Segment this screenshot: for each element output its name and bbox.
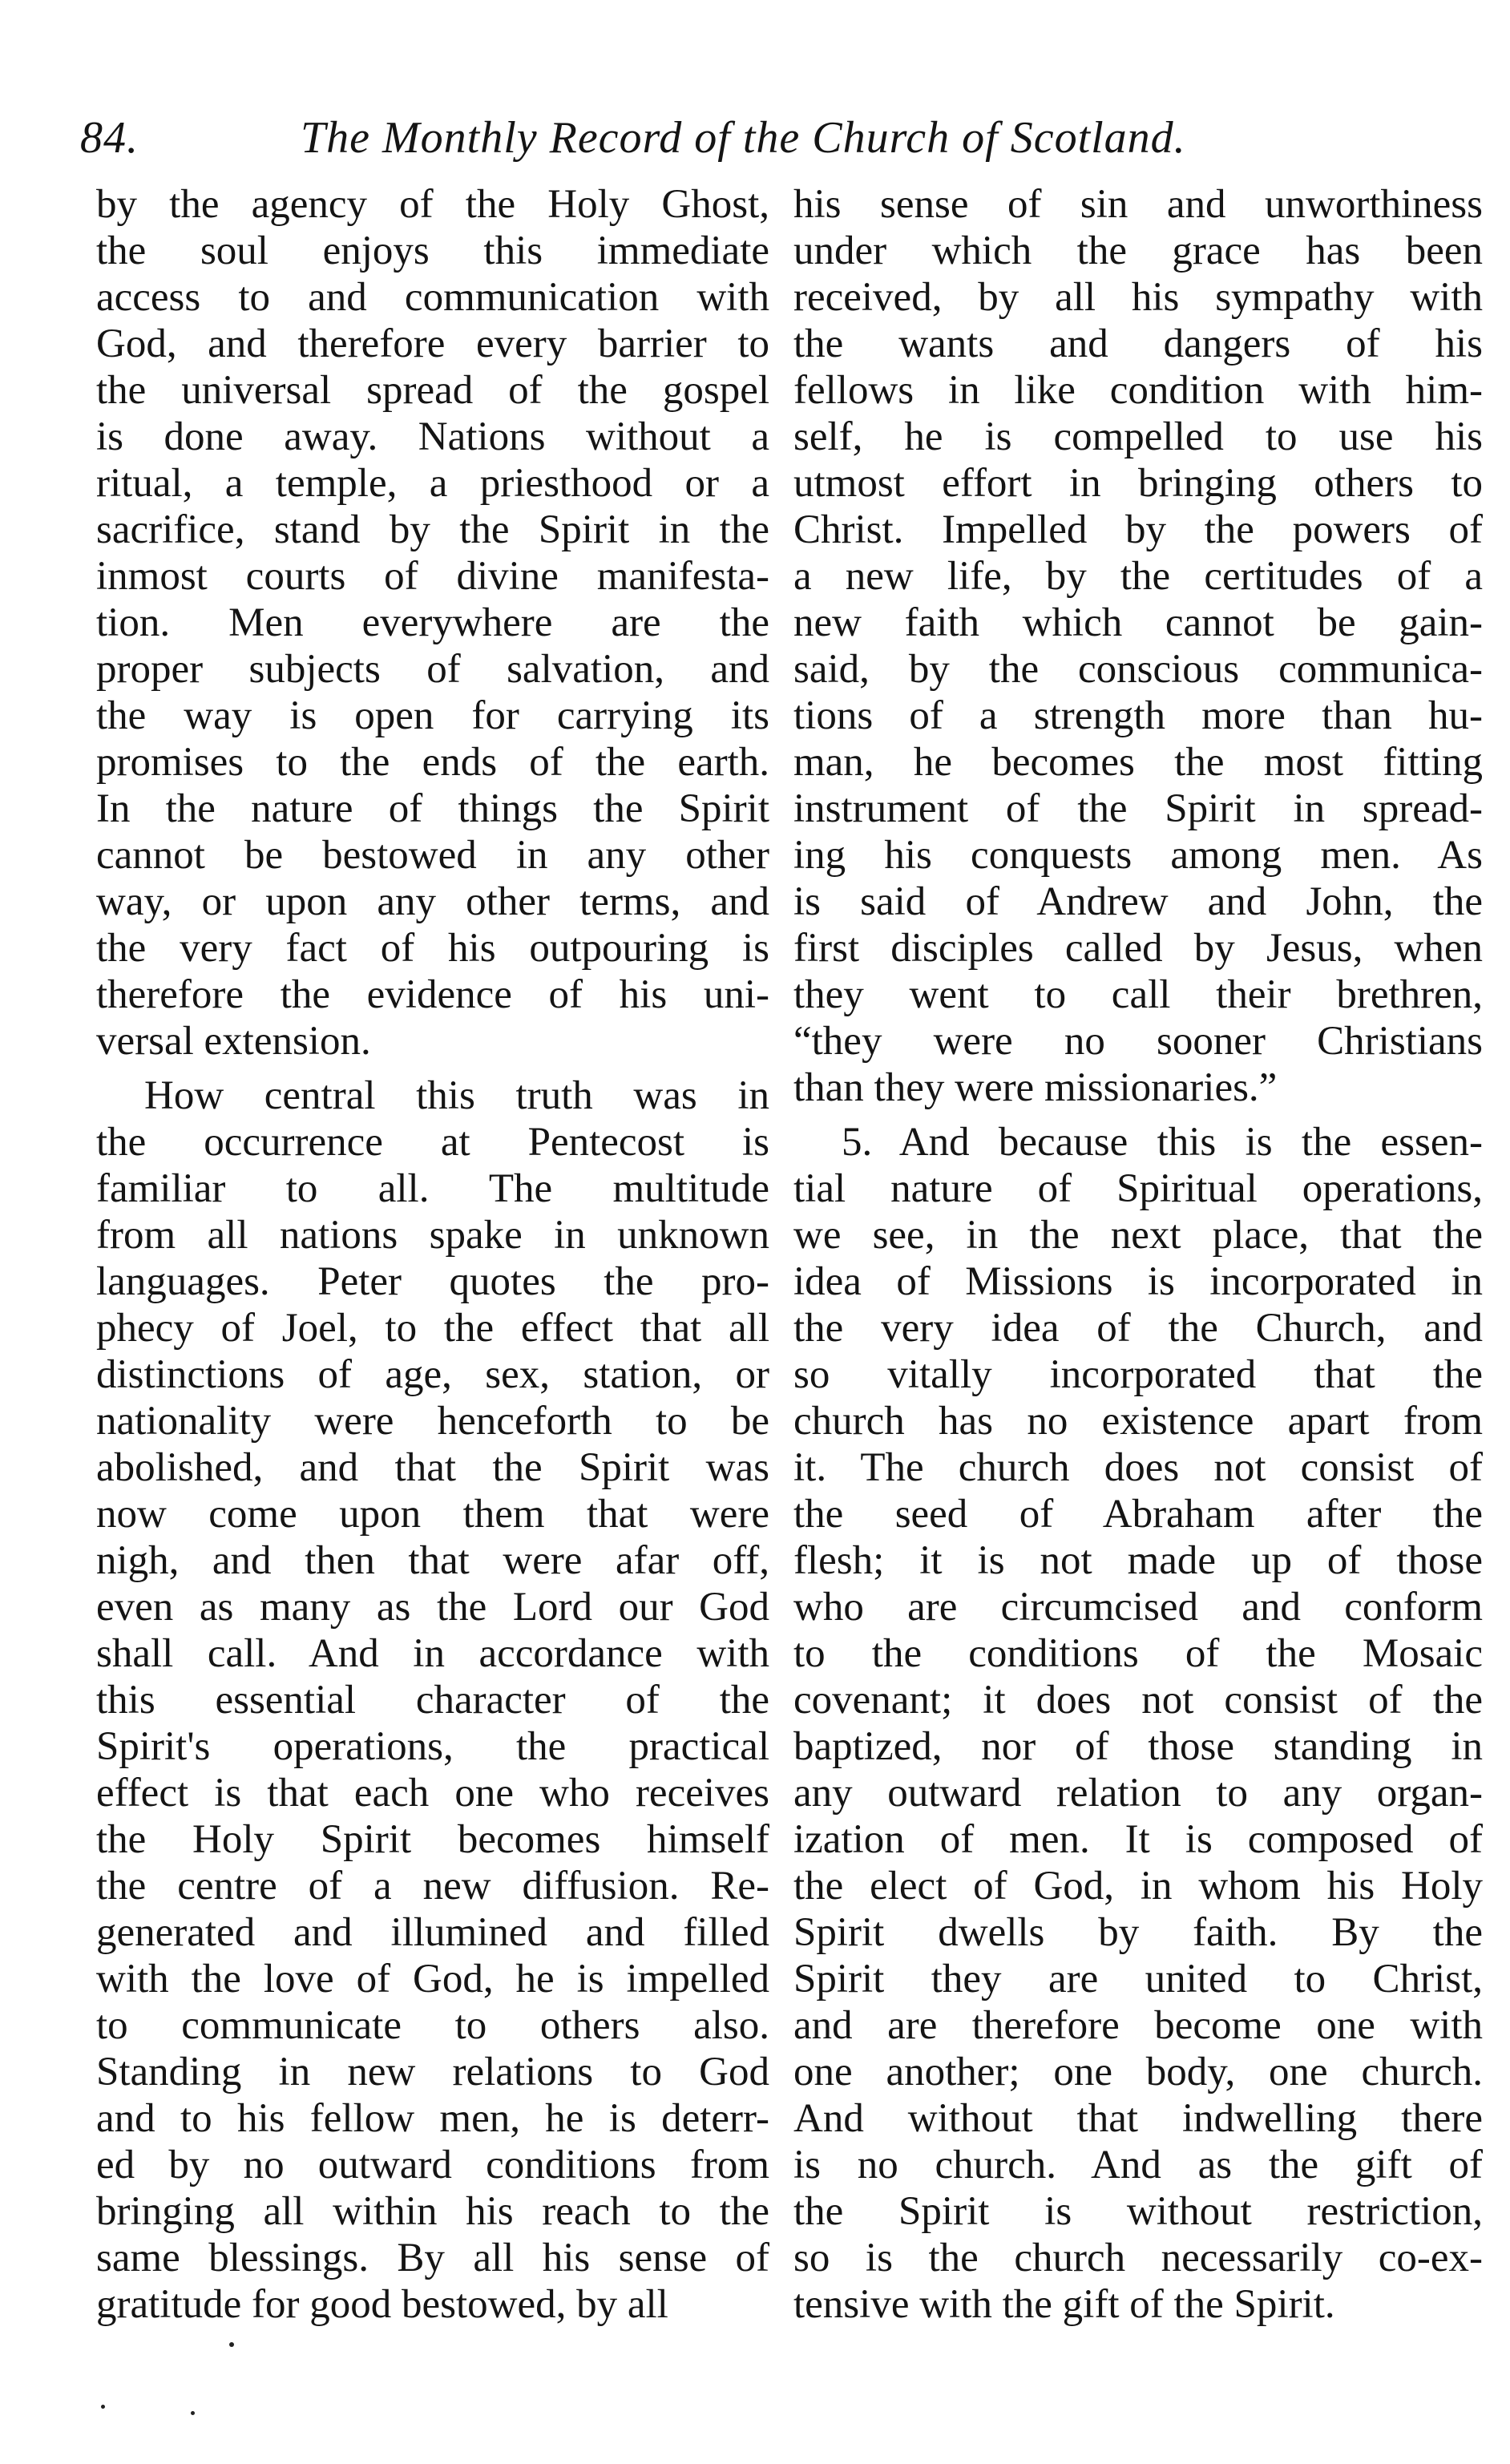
print-speck	[101, 2405, 105, 2409]
page-header	[80, 112, 1314, 168]
text-line: it. The church does not consist of	[793, 1445, 1483, 1490]
text-line: “they were no sooner Christians	[793, 1019, 1483, 1064]
text-line: man, he becomes the most fitting	[793, 740, 1483, 785]
text-line: proper subjects of salvation, and	[96, 647, 769, 692]
text-line: promises to the ends of the earth.	[96, 740, 769, 785]
text-line: one another; one body, one church.	[793, 2050, 1483, 2094]
text-line: languages. Peter quotes the pro-	[96, 1259, 769, 1304]
text-line: the occurrence at Pentecost is	[96, 1120, 769, 1165]
text-line: familiar to all. The multitude	[96, 1166, 769, 1211]
text-line: Spirit's operations, the practical	[96, 1724, 769, 1769]
text-line: Spirit dwells by faith. By the	[793, 1910, 1483, 1955]
text-line: phecy of Joel, to the effect that all	[96, 1306, 769, 1351]
text-line: tensive with the gift of the Spirit.	[793, 2282, 1335, 2327]
text-line: church has no existence apart from	[793, 1399, 1483, 1444]
text-line: the Holy Spirit becomes himself	[96, 1817, 769, 1862]
text-line: the very fact of his outpouring is	[96, 926, 769, 971]
text-line: the seed of Abraham after the	[793, 1492, 1483, 1537]
text-line: the Spirit is without restriction,	[793, 2189, 1483, 2234]
text-line: nationality were henceforth to be	[96, 1399, 769, 1444]
text-line: sacrifice, stand by the Spirit in the	[96, 507, 769, 552]
text-line: baptized, nor of those standing in	[793, 1724, 1483, 1769]
text-line: versal extension.	[96, 1019, 371, 1064]
text-line: is no church. And as the gift of	[793, 2143, 1483, 2187]
text-line: tions of a strength more than hu-	[793, 693, 1483, 738]
print-speck	[229, 2342, 234, 2347]
text-line: so vitally incorporated that the	[793, 1352, 1483, 1397]
text-line: by the agency of the Holy Ghost,	[96, 182, 769, 227]
text-line: How central this truth was in	[144, 1073, 769, 1118]
text-line: shall call. And in accordance with	[96, 1631, 769, 1676]
text-line: any outward relation to any organ-	[793, 1771, 1483, 1816]
right-text-column	[793, 181, 1483, 2328]
text-line: from all nations spake in unknown	[96, 1213, 769, 1258]
text-line: Christ. Impelled by the powers of	[793, 507, 1483, 552]
text-line: first disciples called by Jesus, when	[793, 926, 1483, 971]
text-line: even as many as the Lord our God	[96, 1585, 769, 1630]
text-line: instrument of the Spirit in spread-	[793, 786, 1483, 831]
text-line: tion. Men everywhere are the	[96, 600, 769, 645]
text-line: they went to call their brethren,	[793, 972, 1483, 1017]
text-line: the very idea of the Church, and	[793, 1306, 1483, 1351]
text-line: bringing all within his reach to the	[96, 2189, 769, 2234]
text-line: said, by the conscious communica-	[793, 647, 1483, 692]
print-speck	[191, 2411, 195, 2415]
text-line: distinctions of age, sex, station, or	[96, 1352, 769, 1397]
text-line: In the nature of things the Spirit	[96, 786, 769, 831]
text-line: idea of Missions is incorporated in	[793, 1259, 1483, 1304]
text-line: under which the grace has been	[793, 228, 1483, 273]
text-line: And without that indwelling there	[793, 2096, 1483, 2141]
text-line: effect is that each one who receives	[96, 1771, 769, 1816]
text-line: the soul enjoys this immediate	[96, 228, 769, 273]
text-line: we see, in the next place, that the	[793, 1213, 1483, 1258]
text-line: so is the church necessarily co-ex-	[793, 2236, 1483, 2280]
text-line: and to his fellow men, he is deterr-	[96, 2096, 769, 2141]
text-line: received, by all his sympathy with	[793, 275, 1483, 320]
text-line: Standing in new relations to God	[96, 2050, 769, 2094]
text-line: with the love of God, he is impelled	[96, 1957, 769, 2001]
text-line: tial nature of Spiritual operations,	[793, 1166, 1483, 1211]
text-line: the universal spread of the gospel	[96, 368, 769, 413]
text-line: nigh, and then that were afar off,	[96, 1538, 769, 1583]
text-line: the elect of God, in whom his Holy	[793, 1864, 1483, 1909]
text-line: his sense of sin and unworthiness	[793, 182, 1483, 227]
text-line: the way is open for carrying its	[96, 693, 769, 738]
text-line: is done away. Nations without a	[96, 414, 769, 459]
text-line: ization of men. It is composed of	[793, 1817, 1483, 1862]
paragraph-gap	[793, 1111, 1483, 1119]
text-line: ed by no outward conditions from	[96, 2143, 769, 2187]
text-line: than they were missionaries.”	[793, 1065, 1278, 1110]
text-line: access to and communication with	[96, 275, 769, 320]
text-line: utmost effort in bringing others to	[793, 461, 1483, 506]
text-line: ritual, a temple, a priesthood or a	[96, 461, 769, 506]
text-line: God, and therefore every barrier to	[96, 321, 769, 366]
text-line: flesh; it is not made up of those	[793, 1538, 1483, 1583]
text-line: the centre of a new diffusion. Re-	[96, 1864, 769, 1909]
text-line: a new life, by the certitudes of a	[793, 554, 1483, 599]
text-line: the wants and dangers of his	[793, 321, 1483, 366]
text-line: to the conditions of the Mosaic	[793, 1631, 1483, 1676]
text-line: generated and illumined and filled	[96, 1910, 769, 1955]
text-line: this essential character of the	[96, 1678, 769, 1723]
text-line: gratitude for good bestowed, by all	[96, 2282, 668, 2327]
text-line: self, he is compelled to use his	[793, 414, 1483, 459]
text-line: abolished, and that the Spirit was	[96, 1445, 769, 1490]
text-line: same blessings. By all his sense of	[96, 2236, 769, 2280]
text-line: fellows in like condition with him-	[793, 368, 1483, 413]
text-line: new faith which cannot be gain-	[793, 600, 1483, 645]
text-line: is said of Andrew and John, the	[793, 879, 1483, 924]
page-number: 84.	[80, 113, 139, 163]
text-line: covenant; it does not consist of the	[793, 1678, 1483, 1723]
text-line: ing his conquests among men. As	[793, 833, 1483, 878]
text-line: now come upon them that were	[96, 1492, 769, 1537]
text-line: 5. And because this is the essen-	[842, 1120, 1483, 1165]
paragraph-gap	[96, 1064, 769, 1072]
text-line: and are therefore become one with	[793, 2003, 1483, 2048]
left-text-column	[96, 181, 769, 2328]
text-line: cannot be bestowed in any other	[96, 833, 769, 878]
text-line: therefore the evidence of his uni-	[96, 972, 769, 1017]
running-title: The Monthly Record of the Church of Scotland.	[301, 113, 1186, 163]
text-line: inmost courts of divine manifesta-	[96, 554, 769, 599]
text-line: way, or upon any other terms, and	[96, 879, 769, 924]
text-line: to communicate to others also.	[96, 2003, 769, 2048]
text-line: Spirit they are united to Christ,	[793, 1957, 1483, 2001]
text-line: who are circumcised and conform	[793, 1585, 1483, 1630]
